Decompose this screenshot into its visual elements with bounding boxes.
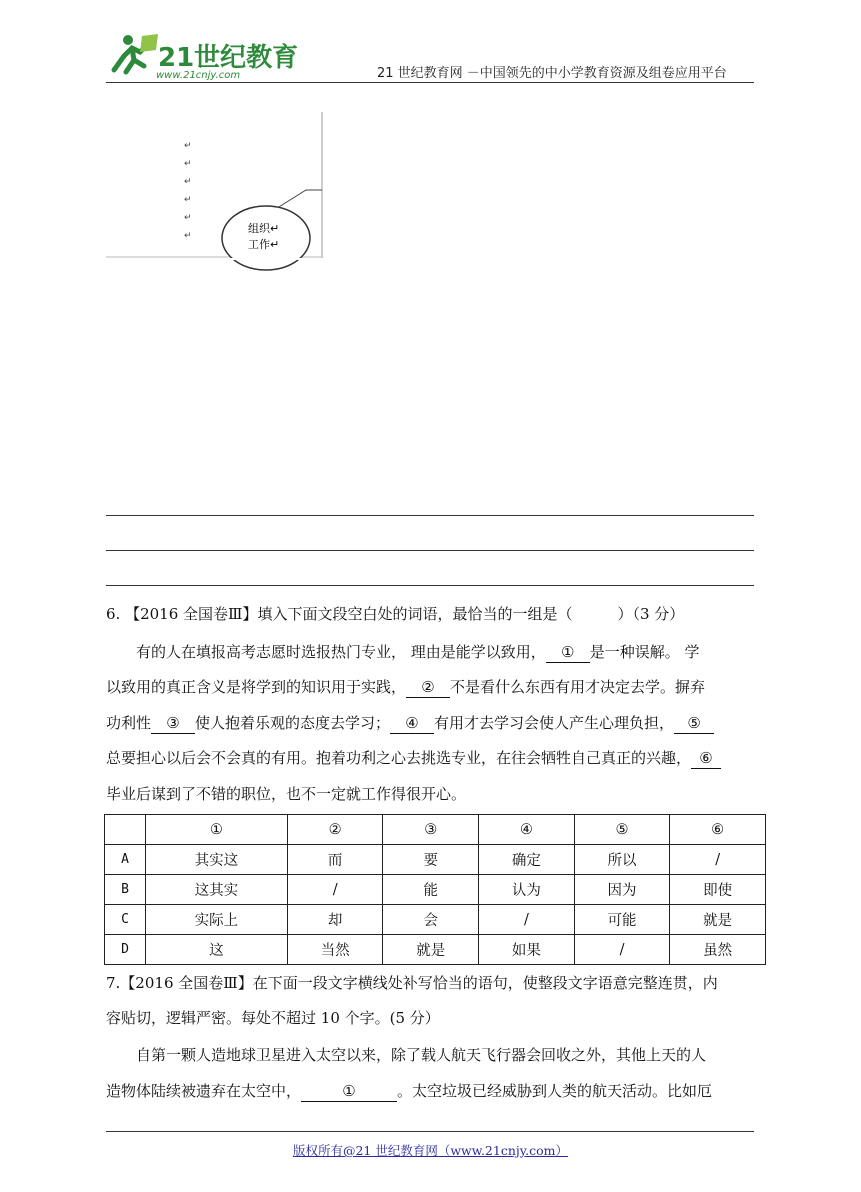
footer-divider: [106, 1131, 754, 1132]
q7-body-line-1: 自第一颗人造地球卫星进入太空以来，除了载人航天飞行器会回收之外，其他上天的人: [136, 1046, 707, 1064]
blank-5[interactable]: ⑤: [674, 713, 714, 734]
svg-text:↵: ↵: [184, 141, 192, 151]
header-tagline: 21 世纪教育网 －中国领先的中小学教育资源及组卷应用平台: [377, 66, 727, 81]
answer-line[interactable]: [106, 585, 754, 586]
blank-3[interactable]: ③: [151, 713, 195, 734]
q7-blank-1[interactable]: ①: [301, 1081, 397, 1102]
blank-4[interactable]: ④: [390, 713, 434, 734]
q6-passage-line-2: 以致用的真正含义是将学到的知识用于实践， ② 不是看什么东西有用才决定去学。摒弃: [106, 678, 706, 696]
q7-title-line-1: 7.【2016 全国卷Ⅲ】在下面一段文字横线处补写恰当的语句，使整段文字语意完整连贯，内: [106, 974, 718, 992]
header-divider: [106, 82, 754, 83]
answer-line[interactable]: [106, 515, 754, 516]
logo-url: www.21cnjy.com: [156, 70, 241, 81]
site-logo[interactable]: [106, 30, 299, 82]
q6-passage-line-4: 总要担心以后会不会真的有用。抱着功利之心去挑选专业，在往会牺牲自己真正的兴趣， ⑥: [106, 748, 756, 769]
footer-copyright[interactable]: 版权所有@21 世纪教育网（www.21cnjy.com）: [292, 1143, 569, 1158]
q7-title-line-2: 容贴切，逻辑严密。每处不超过 10 个字。(5 分）: [106, 1009, 440, 1027]
logo-text: 21世纪教育: [158, 43, 299, 73]
option-row-a[interactable]: A 其实这 而 要 确定 所以 /: [105, 845, 766, 875]
svg-text:↵: ↵: [184, 231, 192, 241]
option-row-b[interactable]: B 这其实 / 能 认为 因为 即使: [105, 875, 766, 905]
svg-text:↵: ↵: [184, 213, 192, 223]
diagram-node-label-1: 组织↵: [248, 222, 280, 235]
blank-2[interactable]: ②: [406, 677, 450, 698]
diagram-fragment: [106, 112, 324, 260]
blank-1[interactable]: ①: [546, 642, 590, 663]
q6-passage-line-3: 功利性 ③ 使人抱着乐观的态度去学习； ④ 有用才去学习会使人产生心理负担， ⑤: [106, 713, 756, 734]
table-header-row: ① ② ③ ④ ⑤ ⑥: [105, 815, 766, 845]
diagram-node-label-2: 工作↵: [248, 238, 280, 251]
blank-6[interactable]: ⑥: [691, 748, 721, 769]
option-row-c[interactable]: C 实际上 却 会 / 可能 就是: [105, 905, 766, 935]
q6-title: 6. 【2016 全国卷Ⅲ】填入下面文段空白处的词语，最恰当的一组是（ ）（3 分）: [106, 605, 685, 623]
q6-passage-line-5: 毕业后谋到了不错的职位，也不一定就工作得很开心。: [106, 785, 467, 803]
svg-text:↵: ↵: [184, 159, 192, 169]
q6-options-table: [104, 814, 766, 965]
svg-text:↵: ↵: [184, 177, 192, 187]
svg-text:↵: ↵: [184, 195, 192, 205]
q6-passage-line-1: 有的人在填报高考志愿时选报热门专业， 理由是能学以致用， ① 是一种误解。 学: [136, 643, 700, 661]
answer-line[interactable]: [106, 550, 754, 551]
option-row-d[interactable]: D 这 当然 就是 如果 / 虽然: [105, 935, 766, 965]
q7-body-line-2: 造物体陆续被遗弃在太空中， ① 。太空垃圾已经威胁到人类的航天活动。比如厄: [106, 1082, 713, 1100]
